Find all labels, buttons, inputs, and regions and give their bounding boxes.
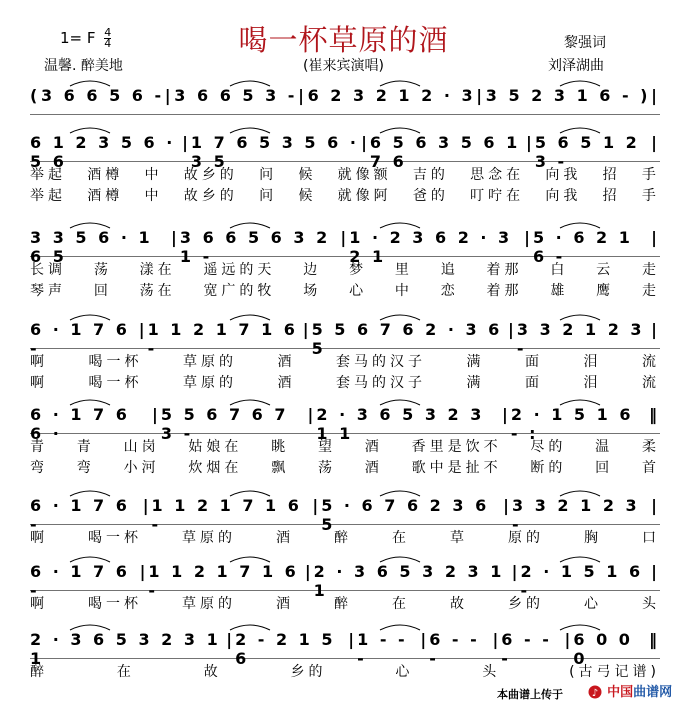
measure: 6 1 2 3 5 6 · 5 6 bbox=[30, 133, 176, 171]
lyric-word: 泪 bbox=[583, 354, 602, 370]
beam-lines bbox=[30, 429, 660, 434]
slur bbox=[230, 81, 270, 86]
measure: 2 · 1 5 1 6 - : bbox=[510, 405, 634, 443]
barline: | bbox=[182, 133, 191, 152]
barline: | bbox=[524, 228, 533, 247]
measure: 1 · 2 3 6 2 · 3 2 1 bbox=[349, 228, 513, 266]
beam-lines bbox=[30, 586, 660, 591]
lyric-word: 头 bbox=[482, 664, 501, 680]
slur bbox=[70, 315, 110, 320]
lyric-word: 乡的 bbox=[290, 664, 327, 680]
lyric-word: 头 bbox=[642, 596, 660, 612]
lyric-word: 醉 bbox=[334, 530, 352, 546]
lyric-word: 追 bbox=[440, 262, 459, 278]
measure: 1 1 2 1 7 1 6 - bbox=[148, 562, 299, 600]
slur bbox=[380, 491, 420, 496]
barline: | bbox=[164, 86, 174, 105]
lyric-word: 爸的 bbox=[412, 188, 449, 204]
lyric-word: 琴声 bbox=[30, 283, 66, 299]
lyric-word: 草原的 bbox=[183, 354, 237, 370]
lyric-word: 香里是饮不 bbox=[411, 439, 502, 455]
slur bbox=[230, 400, 270, 405]
lyric-word: 漾在 bbox=[139, 262, 176, 278]
slur-marks bbox=[0, 485, 687, 497]
lyric-word: 举起 bbox=[30, 188, 66, 204]
lyric-word: 中 bbox=[394, 283, 413, 299]
lyric-word: 小河 bbox=[123, 460, 160, 476]
lyric-word: 云 bbox=[596, 262, 615, 278]
barline: | bbox=[651, 496, 660, 515]
lyric-word: 口 bbox=[642, 530, 660, 546]
lyric-word: 青 bbox=[76, 439, 95, 455]
lyric-word: 弯 bbox=[76, 460, 95, 476]
measure: 1 1 2 1 7 1 6 - bbox=[147, 320, 298, 358]
lyric-word: 荡 bbox=[317, 460, 336, 476]
lyricist-label: 黎强词 bbox=[564, 35, 606, 51]
notation-line bbox=[30, 133, 660, 171]
slur bbox=[560, 400, 600, 405]
measure: 3 5 2 3 1 6 - ) bbox=[485, 86, 651, 105]
measure: 2 · 3 6 5 3 2 3 1 1 bbox=[313, 562, 505, 600]
lyric-word: 飘 bbox=[271, 460, 290, 476]
slur bbox=[230, 128, 270, 133]
lyric-word: 就像额 bbox=[337, 167, 392, 183]
barline: | bbox=[142, 496, 152, 515]
lyric-word: 喝一杯 bbox=[88, 375, 143, 391]
lyric-word: 草原的 bbox=[182, 596, 236, 612]
band-label: 温馨. 醉美地 bbox=[44, 58, 123, 74]
slur-marks bbox=[0, 551, 687, 563]
slur-marks bbox=[0, 75, 687, 87]
lyric-word: 场 bbox=[303, 283, 322, 299]
beam-lines bbox=[30, 344, 660, 349]
lyric-word: 醉 bbox=[30, 664, 48, 680]
lyric-line bbox=[30, 372, 660, 390]
lyric-word: 回 bbox=[595, 460, 614, 476]
lyric-word: 手 bbox=[641, 167, 660, 183]
svg-text:♪: ♪ bbox=[591, 687, 599, 699]
lyric-word: 在 bbox=[392, 596, 410, 612]
measure: 5 · 6 2 1 6 - bbox=[532, 228, 633, 266]
lyric-word: 白 bbox=[550, 262, 569, 278]
lyric-line bbox=[30, 661, 660, 679]
slur bbox=[380, 400, 420, 405]
composer-label: 刘泽湖曲 bbox=[548, 58, 604, 74]
lyric-word: 中 bbox=[144, 188, 163, 204]
slur bbox=[70, 625, 110, 630]
barline: | bbox=[651, 562, 660, 581]
lyric-line bbox=[30, 259, 660, 277]
slur-marks bbox=[0, 309, 687, 321]
lyric-word: 举起 bbox=[30, 167, 66, 183]
notation-line bbox=[30, 562, 660, 600]
lyric-word: 就像阿 bbox=[337, 188, 392, 204]
lyric-word: 眺 bbox=[271, 439, 290, 455]
measure: 3 3 2 1 2 3 - bbox=[516, 320, 645, 358]
barline: | bbox=[526, 133, 535, 152]
beam-lines bbox=[30, 110, 660, 115]
measure: 3 3 5 6 · 1 6 5 bbox=[30, 228, 153, 266]
lyric-line bbox=[30, 436, 660, 454]
measure: 2 · 3 6 5 3 2 3 1 1 bbox=[30, 630, 221, 668]
lyric-word: 长调 bbox=[30, 262, 66, 278]
lyric-word: 柔 bbox=[641, 439, 660, 455]
barline: | bbox=[508, 320, 517, 339]
barline: | bbox=[651, 133, 660, 152]
lyric-word: 草原的 bbox=[183, 375, 237, 391]
lyric-word: 心 bbox=[349, 283, 368, 299]
barline: | bbox=[564, 630, 574, 649]
lyric-word: 喝一杯 bbox=[88, 354, 143, 370]
slur-marks bbox=[0, 122, 687, 134]
lyric-line bbox=[30, 593, 660, 611]
slur bbox=[560, 81, 600, 86]
barline: | bbox=[226, 630, 236, 649]
beam-lines bbox=[30, 252, 660, 257]
lyric-word: 雄 bbox=[550, 283, 569, 299]
slur bbox=[380, 625, 420, 630]
notation-line bbox=[30, 320, 660, 358]
notation-line bbox=[30, 630, 660, 668]
upload-note: 本曲谱上传于 bbox=[497, 688, 563, 701]
slur bbox=[70, 81, 110, 86]
barline: | bbox=[152, 405, 161, 424]
lyric-line bbox=[30, 280, 660, 298]
music-note-icon bbox=[588, 685, 602, 699]
measure: 3 6 6 5 3 - bbox=[174, 86, 298, 105]
barline: | bbox=[171, 228, 180, 247]
measure: 5 6 5 1 2 3 - bbox=[534, 133, 640, 171]
lyric-word: 乡的 bbox=[508, 596, 544, 612]
lyric-word: 酒 bbox=[276, 530, 294, 546]
measure: 6 · 1 7 6 - bbox=[30, 320, 130, 358]
lyric-word: 断的 bbox=[530, 460, 567, 476]
lyric-word: 恋 bbox=[440, 283, 459, 299]
lyric-word: 醉 bbox=[334, 596, 352, 612]
barline: | bbox=[420, 630, 430, 649]
slur bbox=[560, 223, 600, 228]
lyric-word: 向我 bbox=[545, 167, 582, 183]
barline: | bbox=[304, 562, 314, 581]
lyric-word: 草 bbox=[450, 530, 468, 546]
barline: ‖ bbox=[649, 630, 660, 649]
slur bbox=[70, 128, 110, 133]
slur bbox=[70, 557, 110, 562]
slur bbox=[380, 223, 420, 228]
barline: | bbox=[307, 405, 317, 424]
lyric-word: 荡在 bbox=[139, 283, 176, 299]
lyric-word: 酒 bbox=[276, 596, 294, 612]
lyric-word: 里 bbox=[394, 262, 413, 278]
measure: 1 7 6 5 3 5 6 · 3 5 bbox=[190, 133, 359, 171]
lyric-word: 心 bbox=[395, 664, 414, 680]
lyric-word: 啊 bbox=[30, 530, 48, 546]
measure: 5 5 6 7 6 2 · 3 6 5 bbox=[311, 320, 503, 358]
lyric-word: 山岗 bbox=[123, 439, 160, 455]
lyric-word: 青 bbox=[30, 439, 48, 455]
measure: 6 0 0 0 bbox=[573, 630, 633, 668]
time-signature-top: 4 bbox=[104, 26, 112, 39]
key-text: 1= F bbox=[60, 29, 96, 47]
lyric-word: 梦 bbox=[349, 262, 368, 278]
site-logo[interactable] bbox=[588, 681, 672, 700]
lyric-word: 喝一杯 bbox=[88, 596, 142, 612]
lyric-word: 草原的 bbox=[182, 530, 236, 546]
slur bbox=[560, 491, 600, 496]
lyric-word: 回 bbox=[93, 283, 112, 299]
lyric-word: 招 bbox=[602, 188, 621, 204]
slur bbox=[70, 491, 110, 496]
lyric-word: 荡 bbox=[93, 262, 112, 278]
slur bbox=[560, 128, 600, 133]
lyric-word: 向我 bbox=[545, 188, 582, 204]
barline: | bbox=[476, 86, 486, 105]
lyric-word: 弯 bbox=[30, 460, 48, 476]
measure: ( bbox=[30, 86, 41, 105]
notation-line bbox=[30, 228, 660, 266]
barline: | bbox=[138, 320, 148, 339]
notation-line bbox=[30, 496, 660, 534]
lyric-word: 故 bbox=[203, 664, 222, 680]
barline: | bbox=[312, 496, 322, 515]
slur bbox=[560, 315, 600, 320]
lyric-word: 面 bbox=[525, 375, 543, 391]
lyric-word: 首 bbox=[641, 460, 660, 476]
lyric-word: 手 bbox=[641, 188, 660, 204]
slur bbox=[70, 223, 110, 228]
slur bbox=[380, 315, 420, 320]
barline: | bbox=[361, 133, 370, 152]
measure: 6 - - - bbox=[501, 630, 552, 668]
measure: 6 · 1 7 6 6 · bbox=[30, 405, 130, 443]
measure: 3 3 2 1 2 3 - bbox=[512, 496, 640, 534]
lyric-word: 中 bbox=[144, 167, 163, 183]
song-title: 喝一杯草原的酒 bbox=[238, 23, 449, 57]
lyric-word: 啊 bbox=[30, 354, 48, 370]
lyric-word: 走 bbox=[641, 262, 660, 278]
slur-marks bbox=[0, 217, 687, 229]
measure: 5 · 6 7 6 2 3 6 5 bbox=[321, 496, 490, 534]
barline: | bbox=[651, 228, 660, 247]
measure: 2 - 2 1 5 6 bbox=[235, 630, 336, 668]
lyric-word: 炊烟在 bbox=[188, 460, 243, 476]
lyric-word: 酒樽 bbox=[87, 167, 124, 183]
slur bbox=[230, 557, 270, 562]
notation-line bbox=[30, 86, 660, 110]
slur bbox=[380, 557, 420, 562]
barline: | bbox=[340, 228, 350, 247]
measure: 3 6 6 5 6 - bbox=[40, 86, 165, 105]
slur bbox=[560, 625, 600, 630]
key-signature bbox=[60, 28, 111, 49]
lyric-word: 温 bbox=[595, 439, 614, 455]
lyric-word: 满 bbox=[466, 354, 485, 370]
lyric-word: 故 bbox=[450, 596, 468, 612]
barline: | bbox=[651, 320, 660, 339]
lyric-word: 喝一杯 bbox=[88, 530, 142, 546]
slur bbox=[230, 625, 270, 630]
measure: 1 1 2 1 7 1 6 - bbox=[151, 496, 302, 534]
lyric-word: 鹰 bbox=[596, 283, 615, 299]
lyric-word: 问 bbox=[259, 167, 278, 183]
lyric-word: 姑娘在 bbox=[188, 439, 243, 455]
lyric-line bbox=[30, 164, 660, 182]
time-signature-bottom: 4 bbox=[104, 37, 112, 50]
barline: | bbox=[502, 405, 511, 424]
lyric-word: 宽广的牧 bbox=[203, 283, 276, 299]
lyric-word: 泪 bbox=[583, 375, 602, 391]
measure: 6 2 3 2 1 2 · 3 bbox=[307, 86, 476, 105]
time-signature bbox=[104, 28, 111, 49]
lyric-word: 在 bbox=[116, 664, 135, 680]
measure: 2 · 3 6 5 3 2 3 1 1 bbox=[316, 405, 485, 443]
lyric-word: 候 bbox=[298, 167, 317, 183]
slur bbox=[230, 315, 270, 320]
lyric-word: 酒 bbox=[277, 354, 296, 370]
lyric-line bbox=[30, 527, 660, 545]
slur-marks bbox=[0, 394, 687, 406]
lyric-word: 在 bbox=[392, 530, 410, 546]
lyric-line bbox=[30, 185, 660, 203]
lyric-word: 套马的汉子 bbox=[336, 375, 426, 391]
singer-label: (崔来宾演唱) bbox=[303, 58, 384, 74]
lyric-word: 着那 bbox=[486, 283, 523, 299]
lyric-word: 走 bbox=[641, 283, 660, 299]
barline: ‖ bbox=[649, 405, 660, 424]
lyric-word: 叮咛在 bbox=[470, 188, 525, 204]
measure: 6 5 6 3 5 6 1 7 6 bbox=[369, 133, 521, 171]
lyric-word: 吉的 bbox=[412, 167, 449, 183]
measure: 3 6 6 5 6 3 2 1 - bbox=[179, 228, 331, 266]
lyric-word: 面 bbox=[525, 354, 543, 370]
lyric-word: 套马的汉子 bbox=[336, 354, 426, 370]
lyric-word: 问 bbox=[259, 188, 278, 204]
measure: 2 · 1 5 1 6 - bbox=[520, 562, 644, 600]
lyric-word: 故乡的 bbox=[183, 167, 238, 183]
barline: | bbox=[503, 496, 512, 515]
lyric-word: 故乡的 bbox=[183, 188, 238, 204]
lyric-word: 思念在 bbox=[470, 167, 525, 183]
lyric-word: 流 bbox=[642, 354, 660, 370]
slur-marks bbox=[0, 619, 687, 631]
barline: | bbox=[348, 630, 358, 649]
barline: | bbox=[651, 86, 660, 105]
measure: 5 5 6 7 6 7 3 - bbox=[160, 405, 289, 443]
lyric-word: 心 bbox=[584, 596, 602, 612]
lyric-word: 啊 bbox=[30, 596, 48, 612]
barline: | bbox=[492, 630, 502, 649]
barline: | bbox=[298, 86, 307, 105]
slur bbox=[560, 557, 600, 562]
lyric-word: 招 bbox=[602, 167, 621, 183]
lyric-word: 酒樽 bbox=[87, 188, 124, 204]
lyric-word: 望 bbox=[317, 439, 336, 455]
lyric-word: 遥远的天 bbox=[203, 262, 276, 278]
beam-lines bbox=[30, 520, 660, 525]
measure: 1 - - - bbox=[357, 630, 408, 668]
lyric-word: 胸 bbox=[584, 530, 602, 546]
lyric-word: 尽的 bbox=[530, 439, 567, 455]
lyric-word: 原的 bbox=[508, 530, 544, 546]
slur bbox=[380, 81, 420, 86]
lyric-word: (古弓记谱) bbox=[569, 664, 660, 680]
measure: 6 · 1 7 6 - bbox=[30, 562, 130, 600]
measure: 6 - - - bbox=[429, 630, 480, 668]
lyric-word: 满 bbox=[466, 375, 485, 391]
beam-lines bbox=[30, 157, 660, 162]
lyric-word: 候 bbox=[298, 188, 317, 204]
slur bbox=[70, 400, 110, 405]
lyric-word: 流 bbox=[642, 375, 660, 391]
site-logo-text: 中国曲谱网 bbox=[607, 685, 673, 700]
slur bbox=[380, 128, 420, 133]
barline: | bbox=[139, 562, 149, 581]
beam-lines bbox=[30, 654, 660, 659]
measure: 6 · 1 7 6 - bbox=[30, 496, 130, 534]
notation-line bbox=[30, 405, 660, 443]
lyric-word: 着那 bbox=[486, 262, 523, 278]
lyric-line bbox=[30, 457, 660, 475]
barline: | bbox=[511, 562, 521, 581]
slur bbox=[230, 491, 270, 496]
lyric-word: 酒 bbox=[277, 375, 296, 391]
lyric-word: 边 bbox=[303, 262, 322, 278]
lyric-word: 歌中是扯不 bbox=[411, 460, 502, 476]
lyric-word: 酒 bbox=[364, 460, 383, 476]
lyric-line bbox=[30, 351, 660, 369]
barline: | bbox=[302, 320, 312, 339]
lyric-word: 啊 bbox=[30, 375, 48, 391]
lyric-word: 酒 bbox=[364, 439, 383, 455]
slur bbox=[230, 223, 270, 228]
